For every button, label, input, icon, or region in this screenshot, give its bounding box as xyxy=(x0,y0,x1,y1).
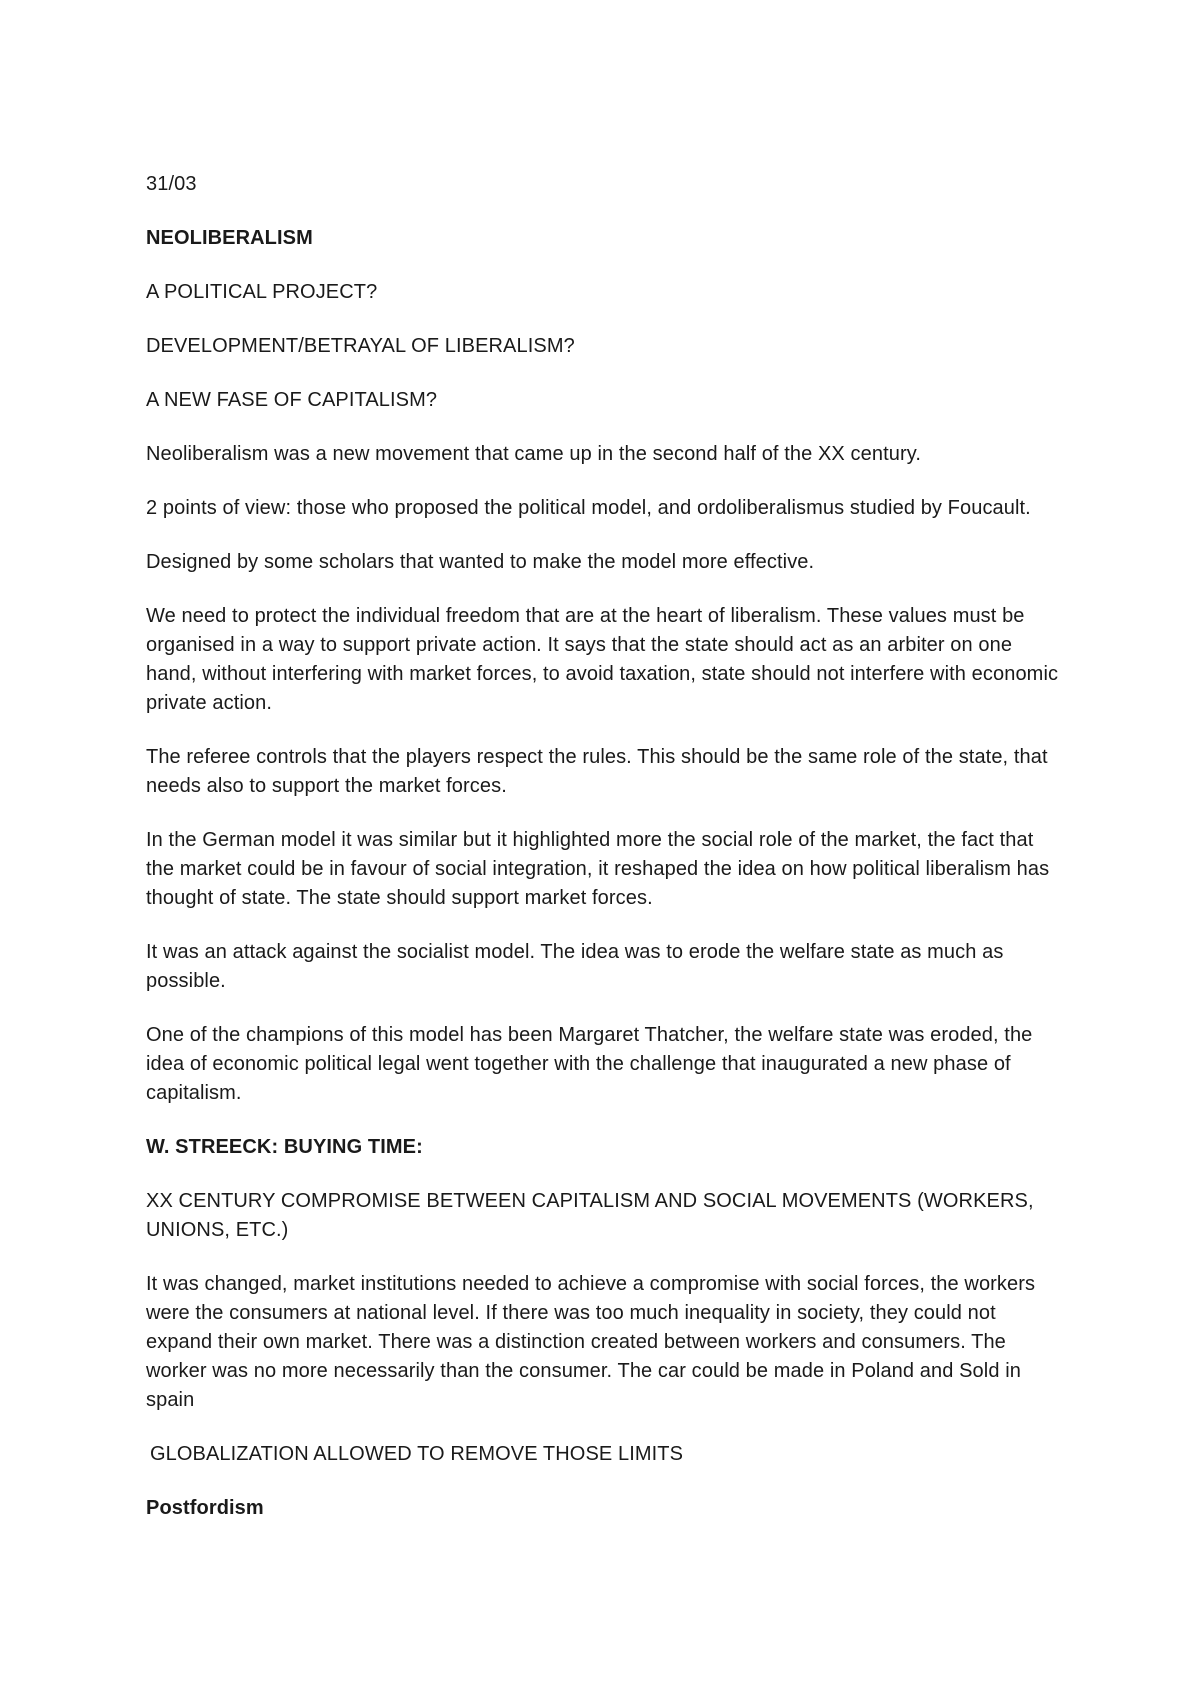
paragraph-attack-socialist: It was an attack against the socialist model. The idea was to erode the welfare state as much as possible. xyxy=(146,941,1004,992)
subheading-globalization: GLOBALIZATION ALLOWED TO REMOVE THOSE LIMITS xyxy=(150,1443,684,1465)
paragraph-german-model: In the German model it was similar but it highlighted more the social role of the market, the fact that the market could be in favour of social integration, it reshaped the idea on how political liberalism has thought of state. The state should support market forces. xyxy=(146,829,1050,909)
paragraph-it-was-changed: It was changed, market institutions needed to achieve a compromise with social forces, the workers were the consumers at national level. If there was too much inequality in society, they could not expand their own market. There was a distinction created between workers and consumers. The worker was no more necessarily than the consumer. The car could be made in Poland and Sold in spain xyxy=(146,1273,1036,1411)
paragraph-designed: Designed by some scholars that wanted to make the model more effective. xyxy=(146,551,815,573)
paragraph-referee: The referee controls that the players respect the rules. This should be the same role of the state, that needs also to support the market forces. xyxy=(146,746,1048,797)
question-development-betrayal: DEVELOPMENT/BETRAYAL OF LIBERALISM? xyxy=(146,335,575,357)
question-new-fase: A NEW FASE OF CAPITALISM? xyxy=(146,389,438,411)
subheading-compromise: XX CENTURY COMPROMISE BETWEEN CAPITALISM AND SOCIAL MOVEMENTS (WORKERS, UNIONS, ETC.) xyxy=(146,1190,1034,1241)
paragraph-new-movement: Neoliberalism was a new movement that came up in the second half of the XX century. xyxy=(146,443,921,465)
heading-streeck: W. STREECK: BUYING TIME: xyxy=(146,1136,423,1158)
date-line: 31/03 xyxy=(146,173,197,195)
heading-postfordism: Postfordism xyxy=(146,1497,264,1519)
paragraph-individual-freedom: We need to protect the individual freedom that are at the heart of liberalism. These values must be organised in a way to support private action. It says that the state should act as an arbiter on one hand, without interfering with market forces, to avoid taxation, state should not interfere with economic private action. xyxy=(146,605,1059,714)
paragraph-thatcher: One of the champions of this model has been Margaret Thatcher, the welfare state was eroded, the idea of economic political legal went together with the challenge that inaugurated a new phase of capitalism. xyxy=(146,1024,1033,1104)
document-body xyxy=(146,170,1066,1548)
paragraph-points-of-view: 2 points of view: those who proposed the political model, and ordoliberalismus studied by Foucault. xyxy=(146,497,1031,519)
heading-neoliberalism: NEOLIBERALISM xyxy=(146,227,313,249)
question-political-project: A POLITICAL PROJECT? xyxy=(146,281,378,303)
